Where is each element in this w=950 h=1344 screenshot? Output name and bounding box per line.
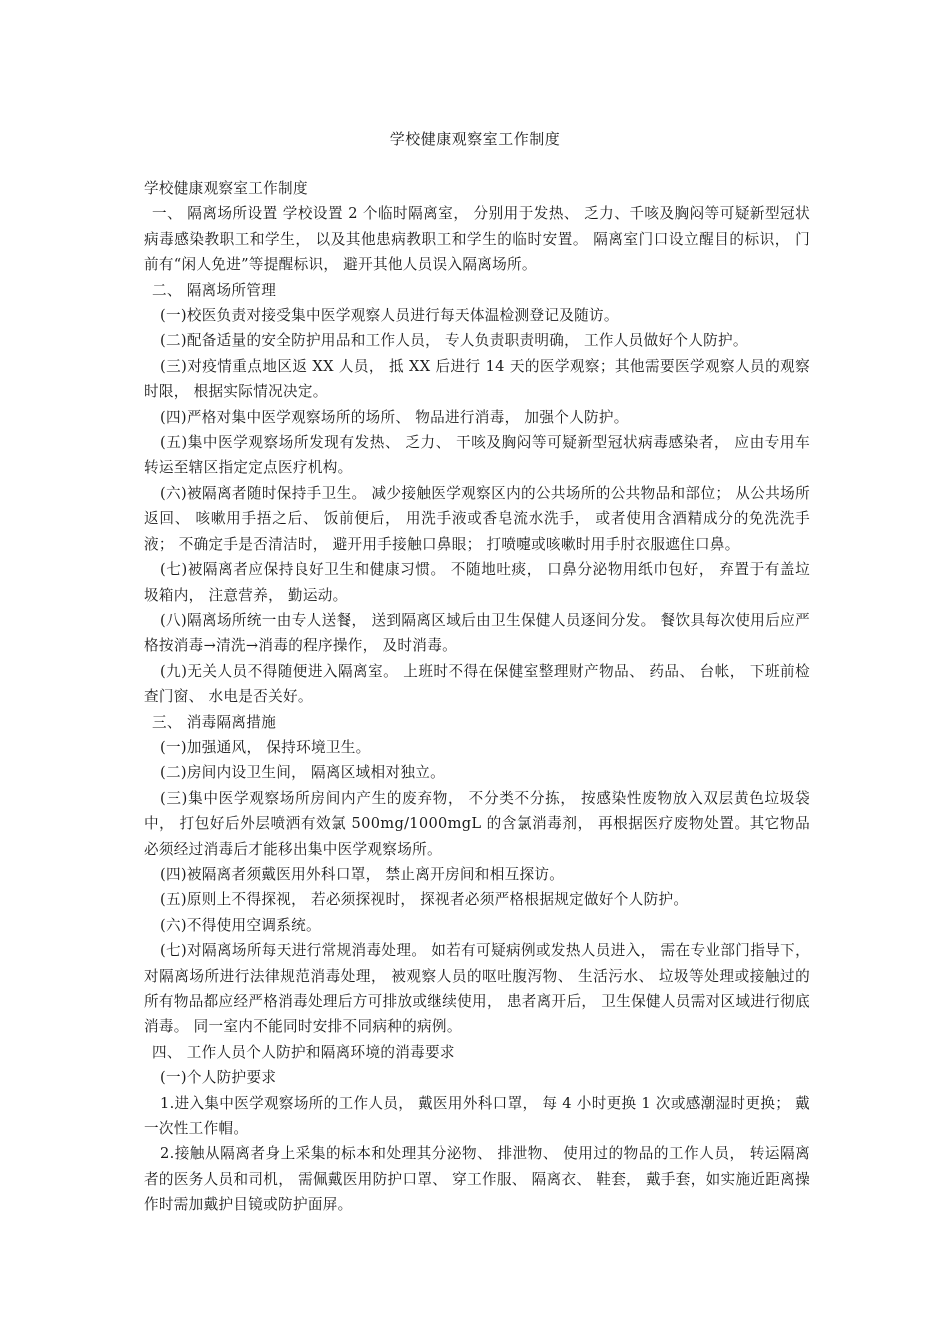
section-3-item: (六)不得使用空调系统。	[160, 916, 321, 934]
section-3-item: (七)对隔离场所每天进行常规消毒处理。 如若有可疑病例或发热人员进入， 需在专业部门指导下， 对隔离场所进行法律规范消毒处理， 被观察人员的呕吐腹泻物、 生活污水、 垃圾等处理或接触过的所有物品都应经严格消毒处理后方可排放或继续使用， 患者离开后， 卫生保健人员需对区域进行彻底消毒。 同一室内不能同时安排不同病种的病例。	[144, 942, 810, 1036]
section-2-item: (九)无关人员不得随便进入隔离室。 上班时不得在保健室整理财产物品、 药品、 台帐， 下班前检查门窗、 水电是否关好。	[144, 662, 810, 706]
section-2-item: (二)配备适量的安全防护用品和工作人员， 专人负责职责明确， 工作人员做好个人防护。	[160, 332, 748, 350]
section-2-item: (五)集中医学观察场所发现有发热、 乏力、 干咳及胸闷等可疑新型冠状病毒感染者， 应由专用车转运至辖区指定定点医疗机构。	[144, 434, 810, 477]
section-4-subheading: (一)个人防护要求	[160, 1069, 277, 1087]
section-3-item: (四)被隔离者须戴医用外科口罩， 禁止离开房间和相互探访。	[160, 865, 565, 883]
section-2-item: (一)校医负责对接受集中医学观察人员进行每天体温检测登记及随访。	[160, 307, 619, 325]
section-2-heading: 二、 隔离场所管理	[152, 281, 277, 299]
section-2-item: (三)对疫情重点地区返 XX 人员， 抵 XX 后进行 14 天的医学观察；其他需要医学观察人员的观察时限， 根据实际情况决定。	[144, 357, 810, 401]
section-4-heading: 四、 工作人员个人防护和隔离环境的消毒要求	[152, 1043, 455, 1061]
section-4-item: 1.进入集中医学观察场所的工作人员， 戴医用外科口罩， 每 4 小时更换 1 次或感潮湿时更换； 戴一次性工作帽。	[144, 1094, 810, 1138]
section-2-item: (七)被隔离者应保持良好卫生和健康习惯。 不随地吐痰， 口鼻分泌物用纸巾包好， 弃置于有盖垃圾箱内， 注意营养， 勤运动。	[144, 561, 810, 604]
section-4-item: 2.接触从隔离者身上采集的标本和处理其分泌物、 排泄物、 使用过的物品的工作人员， 转运隔离者的医务人员和司机， 需佩戴医用防护口罩、 穿工作服、 隔离衣、 鞋套， 戴手套，如实施近距离操作时需加戴护目镜或防护面屏。	[144, 1145, 810, 1214]
section-3-item: (一)加强通风， 保持环境卫生。	[160, 738, 371, 756]
section-3-item: (五)原则上不得探视， 若必须探视时， 探视者必须严格根据规定做好个人防护。	[160, 891, 689, 909]
document-body	[144, 176, 810, 1218]
section-3-item: (三)集中医学观察场所房间内产生的废弃物， 不分类不分拣， 按感染性废物放入双层黄色垃圾袋中， 打包好后外层喷洒有效氯 500mg/1000mgL 的含氯消毒剂， 再根据医疗废物处置。其它物品必须经过消毒后才能移出集中医学观察场所。	[144, 789, 810, 858]
section-1-paragraph: 一、 隔离场所设置 学校设置 2 个临时隔离室， 分别用于发热、 乏力、千咳及胸闷等可疑新型冠状病毒感染教职工和学生， 以及其他患病教职工和学生的临时安置。 隔离室门口设立醒目的标识， 门前有“闲人免进”等提醒标识， 避开其他人员误入隔离场所。	[144, 205, 810, 274]
document-subtitle: 学校健康观察室工作制度	[144, 180, 308, 197]
section-3-item: (二)房间内设卫生间， 隔离区域相对独立。	[160, 764, 446, 782]
section-2-item: (六)被隔离者随时保持手卫生。 减少接触医学观察区内的公共场所的公共物品和部位； 从公共场所返回、 咳嗽用手捂之后、 饭前便后， 用洗手液或香皂流水洗手， 或者使用含酒精成分的免洗洗手液； 不确定手是否清洁时， 避开用手接触口鼻眼； 打喷嚏或咳嗽时用手肘衣服遮住口鼻。	[144, 484, 810, 553]
section-3-heading: 三、 消毒隔离措施	[152, 713, 277, 731]
document-title: 学校健康观察室工作制度	[389, 130, 561, 148]
section-2-item: (四)严格对集中医学观察场所的场所、 物品进行消毒， 加强个人防护。	[160, 408, 629, 426]
section-2-item: (八)隔离场所统一由专人送餐， 送到隔离区域后由卫生保健人员逐间分发。 餐饮具每次使用后应严格按消毒→清洗→消毒的程序操作， 及时消毒。	[144, 611, 810, 655]
